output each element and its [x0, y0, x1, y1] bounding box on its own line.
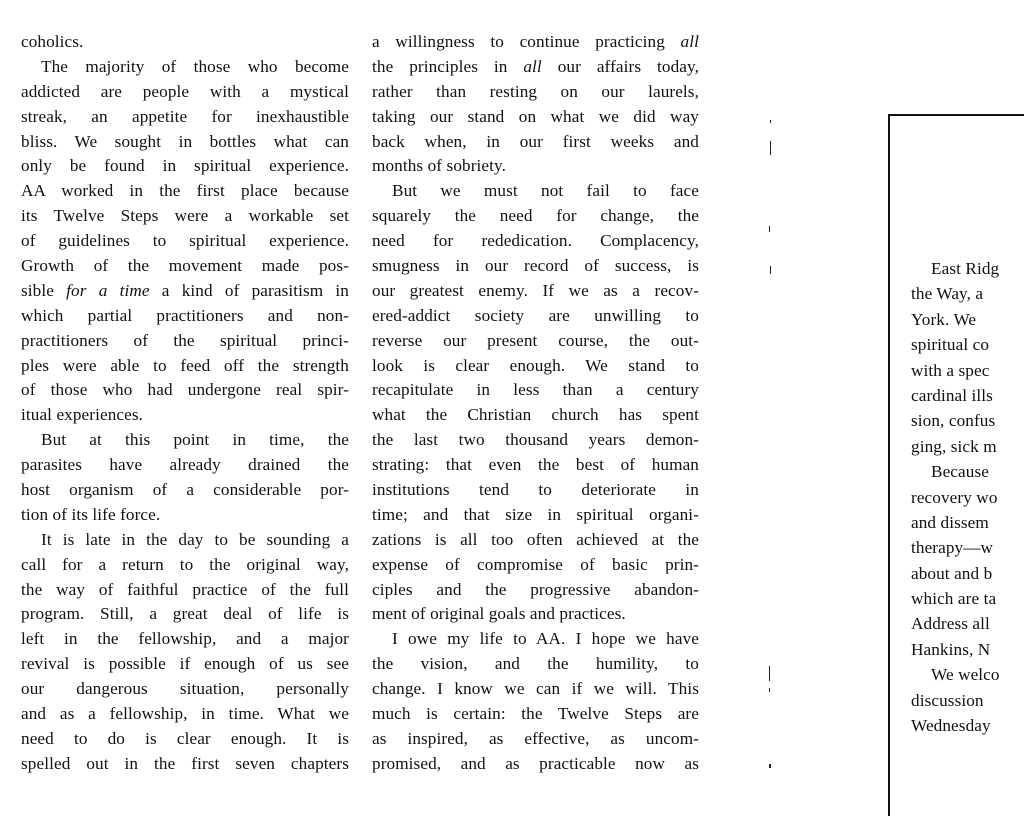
text-line: streak, an appetite for inexhaustible	[21, 106, 349, 126]
text-line: ment of original goals and practices.	[372, 604, 626, 624]
text-line: recapitulate in less than a century	[372, 380, 699, 400]
text-line: ging, sick m	[911, 436, 997, 456]
text-line: expense of compromise of basic prin-	[372, 554, 699, 574]
scan-artifact-mark	[770, 266, 771, 274]
text-line	[21, 279, 349, 304]
text-line: of guidelines to spiritual experience.	[21, 231, 349, 251]
text-line: strating: that even the best of human	[372, 455, 699, 475]
text-segment: our affairs today,	[541, 56, 699, 76]
text-line: The majority of those who become	[41, 56, 349, 76]
text-line: its Twelve Steps were a workable set	[21, 206, 349, 226]
text-line: East Ridg	[931, 259, 1000, 278]
text-line: revival is possible if enough of us see	[21, 654, 349, 674]
text-line: York. We	[911, 309, 977, 329]
text-line: the vision, and the humility, to	[372, 654, 699, 674]
text-line: spiritual co	[911, 335, 990, 355]
text-line: sion, confus	[911, 411, 996, 431]
text-line: It is late in the day to be sounding a	[41, 529, 349, 549]
text-line: the Way, a	[911, 284, 984, 304]
scan-artifact-mark	[770, 120, 771, 123]
scan-artifact-mark	[769, 666, 770, 681]
text-line: need for rededication. Complacency,	[372, 231, 699, 251]
text-line: call for a return to the original way,	[21, 554, 349, 574]
text-segment: a willingness to continue practicing	[372, 32, 681, 51]
text-line: ples were able to feed off the strength	[21, 355, 349, 375]
text-line: which partial practitioners and non-	[21, 305, 349, 325]
text-line: Wednesday	[911, 716, 991, 736]
text-line: bliss. We sought in bottles what can	[21, 131, 349, 151]
text-line: which are ta	[911, 589, 997, 609]
text-line: left in the fellowship, and a major	[21, 629, 349, 649]
text-line: time; and that size in spiritual organi-	[372, 504, 699, 524]
text-line: Hankins, N	[911, 639, 991, 659]
text-line	[372, 55, 699, 80]
text-line: But we must not fail to face	[392, 181, 699, 201]
text-line: and as a fellowship, in time. What we	[21, 704, 349, 724]
scan-artifact-mark	[770, 141, 771, 155]
text-line: parasites have already drained the	[21, 455, 349, 475]
text-line: months of sobriety.	[372, 156, 506, 176]
text-line: ciples and the progressive abandon-	[372, 579, 699, 599]
text-line: of those who had undergone real spir-	[21, 380, 349, 400]
article-column-middle	[372, 30, 699, 777]
text-line: itual experiences.	[21, 405, 144, 425]
text-line: AA worked in the first place because	[21, 181, 349, 201]
text-line: change. I know we can if we will. This	[372, 679, 699, 699]
text-line: reverse our present course, the out-	[372, 330, 699, 350]
text-line: zations is all too often achieved at the	[372, 529, 699, 549]
text-line: discussion	[911, 690, 984, 710]
text-line: our greatest enemy. If we as a recov-	[372, 280, 699, 300]
text-line: what the Christian church has spent	[372, 405, 699, 425]
text-line: rather than resting on our laurels,	[372, 81, 699, 101]
text-line: recovery wo	[911, 487, 998, 507]
text-line: coholics.	[21, 32, 84, 51]
text-line: and dissem	[911, 512, 989, 532]
text-line: smugness in our record of success, is	[372, 256, 699, 276]
text-line: promised, and as practicable now as	[372, 753, 699, 773]
text-line: ered-addict society are unwilling to	[372, 305, 699, 325]
text-line: We welco	[931, 665, 1000, 685]
text-segment: a kind of parasitism in	[149, 280, 350, 300]
text-line: therapy—w	[911, 538, 994, 558]
text-line: much is certain: the Twelve Steps are	[372, 704, 699, 724]
scan-artifact-mark	[769, 688, 770, 692]
italic-emphasis: for a time	[66, 280, 150, 300]
text-line: addicted are people with a mystical	[21, 81, 349, 101]
text-line	[372, 30, 699, 55]
text-line: back when, in our first weeks and	[372, 131, 699, 151]
text-segment: sible	[21, 280, 67, 300]
text-line: taking our stand on what we did way	[372, 106, 699, 126]
italic-emphasis: all	[523, 56, 542, 76]
text-line: our dangerous situation, personally	[21, 679, 349, 699]
sidebar-column-right	[911, 257, 1024, 739]
text-line: the last two thousand years demon-	[372, 430, 699, 450]
text-line: about and b	[911, 563, 993, 583]
text-line: as inspired, as effective, as uncom-	[372, 728, 699, 748]
text-line: with a spec	[911, 360, 990, 380]
text-segment: the principles in	[372, 56, 524, 76]
text-line: I owe my life to AA. I hope we have	[392, 629, 699, 649]
text-line: Because	[931, 462, 989, 482]
text-line: look is clear enough. We stand to	[372, 355, 699, 375]
text-line: squarely the need for change, the	[372, 206, 699, 226]
text-line: host organism of a considerable por-	[21, 480, 349, 500]
text-line: Growth of the movement made pos-	[21, 256, 349, 276]
text-line: But at this point in time, the	[41, 430, 349, 450]
italic-emphasis: all	[680, 32, 699, 51]
text-line: spelled out in the first seven chapters	[21, 753, 349, 773]
article-column-left	[21, 30, 349, 777]
text-line: need to do is clear enough. It is	[21, 728, 349, 748]
text-line: practitioners of the spiritual princi-	[21, 330, 349, 350]
text-line: cardinal ills	[911, 385, 993, 405]
text-line: tion of its life force.	[21, 504, 161, 524]
text-line: program. Still, a great deal of life is	[21, 604, 349, 624]
text-line: the way of faithful practice of the full	[21, 579, 349, 599]
scan-artifact-mark	[769, 226, 770, 232]
text-line: only be found in spiritual experience.	[21, 156, 349, 176]
text-line: Address all	[911, 614, 990, 634]
text-line: institutions tend to deteriorate in	[372, 480, 699, 500]
scan-artifact-mark	[769, 764, 771, 768]
